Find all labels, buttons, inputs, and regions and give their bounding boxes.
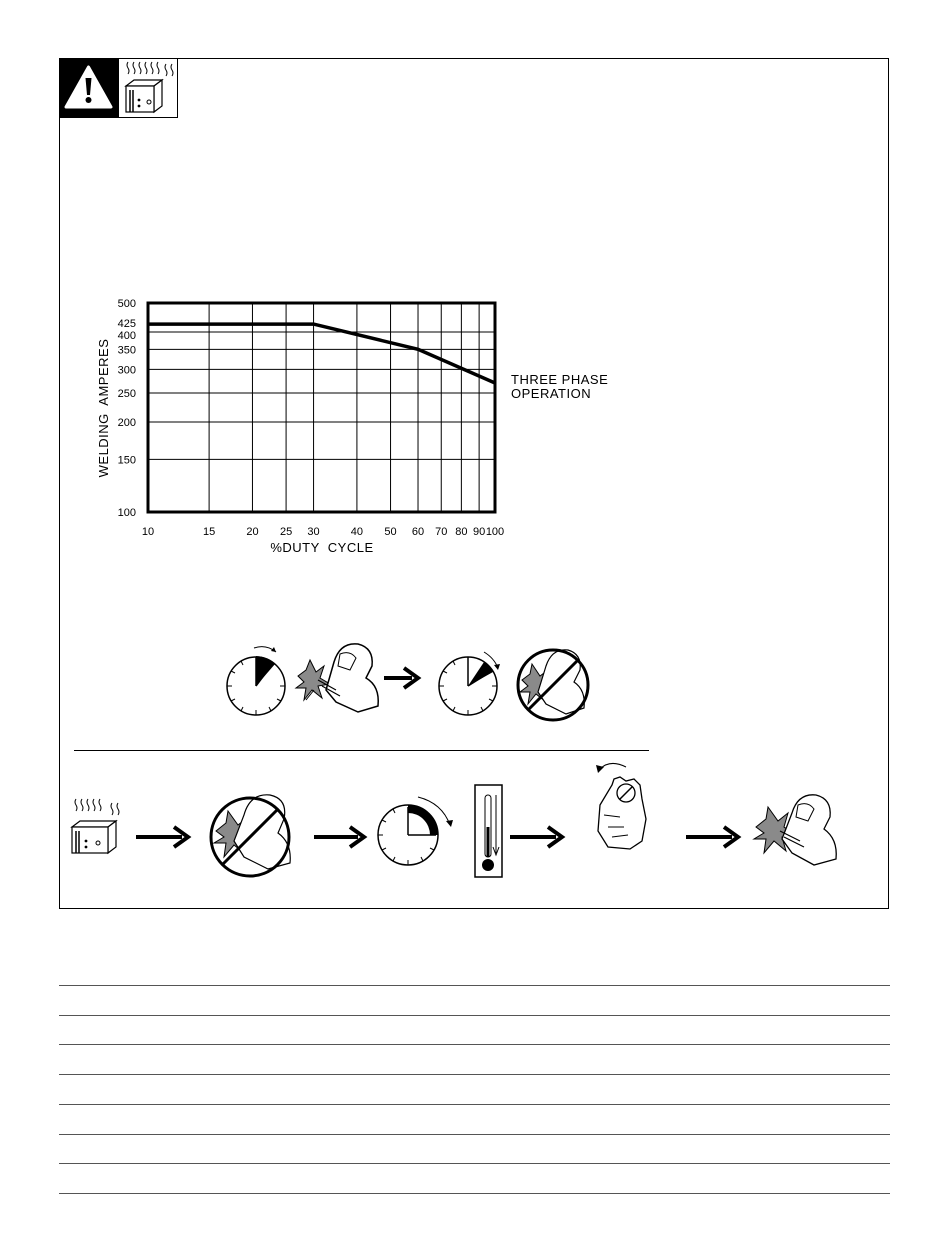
x-tick-label: 10: [141, 526, 155, 538]
arrow-icon: [314, 827, 364, 847]
y-tick-label: 250: [117, 388, 136, 401]
ruled-line: [59, 1044, 890, 1045]
overheat-sequence: [0, 765, 950, 885]
duty-cycle-chart: [0, 0, 950, 600]
series-label-line-1: THREE PHASE: [511, 372, 609, 387]
ruled-line: [59, 1193, 890, 1194]
x-tick-label: 70: [435, 526, 448, 538]
no-welding-icon: [211, 795, 290, 876]
welder-icon: [754, 795, 836, 865]
ruled-line: [59, 1134, 890, 1135]
hot-machine-icon: [72, 799, 119, 853]
welder-icon: [296, 644, 378, 712]
y-tick-label: 400: [117, 329, 136, 342]
y-axis-label: WELDING AMPERES: [96, 338, 111, 478]
y-tick-label: 425: [117, 318, 136, 331]
no-welding-icon: [518, 650, 588, 720]
x-tick-label: 30: [307, 526, 320, 538]
ruled-line: [59, 1074, 890, 1075]
ruled-line: [59, 1163, 890, 1164]
x-tick-label: 40: [350, 526, 364, 538]
x-tick-label: 50: [384, 526, 397, 538]
x-tick-label: 90: [472, 526, 486, 538]
x-tick-label: 15: [202, 526, 216, 538]
section-divider: [74, 750, 649, 751]
x-axis-label: %DUTY CYCLE: [270, 540, 374, 555]
x-tick-label: 60: [411, 526, 425, 538]
clock-icon: [378, 797, 453, 865]
series-label-line-2: OPERATION: [511, 386, 592, 401]
y-tick-label: 200: [117, 416, 136, 429]
y-tick-label: 150: [117, 454, 136, 467]
duty-cycle-illustration: [0, 630, 950, 770]
ruled-line: [59, 985, 890, 986]
x-tick-label: 80: [455, 526, 468, 538]
x-tick-label: 100: [485, 526, 505, 538]
ruled-line: [59, 1104, 890, 1105]
arrow-icon: [136, 827, 188, 847]
hand-knob-icon: [596, 763, 646, 849]
x-tick-label: 20: [246, 526, 259, 538]
y-tick-label: 100: [117, 507, 136, 519]
x-tick-label: 25: [279, 526, 293, 538]
y-tick-label: 300: [117, 364, 136, 377]
thermometer-icon: [475, 785, 502, 877]
y-tick-label: 500: [117, 298, 136, 310]
arrow-icon: [510, 827, 562, 847]
clock-icon: [439, 652, 500, 715]
arrow-icon: [686, 827, 738, 847]
y-tick-label: 350: [117, 344, 136, 357]
series-line-three-phase: [148, 324, 495, 383]
arrow-icon: [384, 668, 418, 688]
clock-icon: [227, 647, 285, 715]
plot-area: [148, 303, 495, 512]
ruled-line: [59, 1015, 890, 1016]
